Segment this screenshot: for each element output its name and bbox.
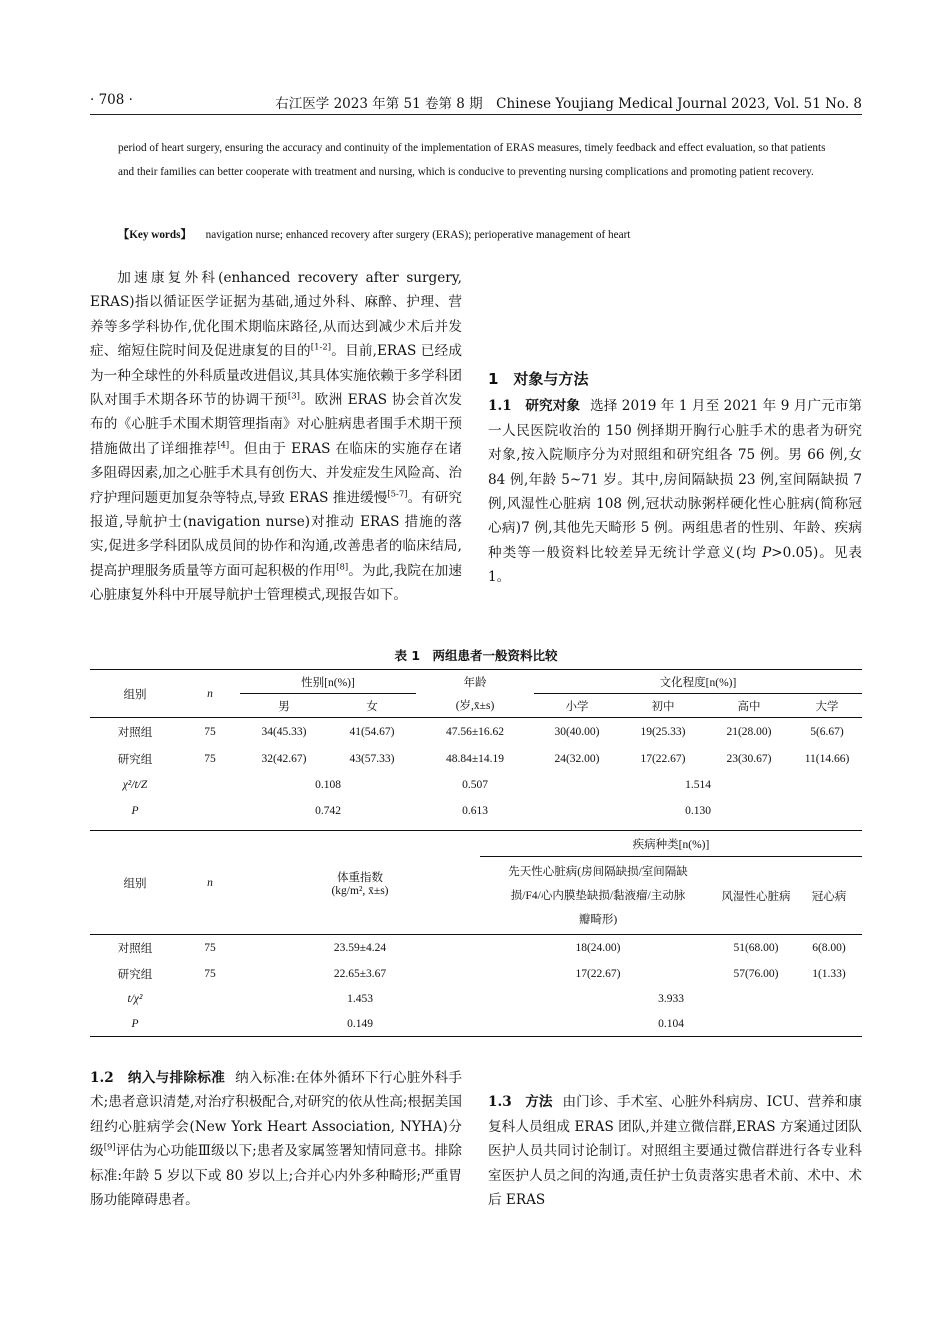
table-row-p: P 0.742 0.613 0.130	[131, 804, 711, 817]
header-rule	[90, 114, 862, 115]
table-row-stat: χ²/t/Z 0.108 0.507 1.514	[122, 778, 711, 791]
table-row: 研究组 75 32(42.67) 43(57.33) 48.84±14.19 24(32.00) 17(22.67) 23(30.67) 11(14.66)	[117, 752, 850, 766]
intro-paragraph: 加速康复外科(enhanced recovery after surgery, ERAS)指以循证医学证据为基础,通过外科、麻醉、护理、营养等多学科协作,优化围术期临床路径,从而达到减少术后并发症、缩短住院时间及促进康复的目的[1-2]。目前,ERAS 已经成为一种全球性的外科质量改进倡议,其具体实施依赖于多学科团队对围手术期各环节的协调干预[3]。欧洲 ERAS 协会首次发布的《心脏手术围术期管理指南》对心脏病患者围手术期干预措施做出了详细推荐[4]。但由于 ERAS 在临床的实施存在诸多阻碍因素,加之心脏手术具有创伤大、并发症发生风险高、治疗护理问题更加复杂等特点,导致 ERAS 推进缓慢[5-7]。有研究报道,导航护士(navigation nurse)对推动 ERAS 措施的落实,促进多学科团队成员间的协作和沟通,改善患者的临床结局,提高护理服务质量等方面可起积极的作用[8]。为此,我院在加速心脏康复外科中开展导航护士管理模式,现报告如下。	[90, 270, 463, 604]
table-1-part-1: 组别 n 性别[n(%)] 年龄 文化程度[n(%)] 男 女 (岁,x̄±s) 小学 初中 高中 大学 对照组 75 34(45.33) 41(54.67) 47.56±16.62 30(40.00) 19(25.33) 21(28.00) 5(6.67) 研究组 75 32(42.67) 43(57.33) 48.84±14.19 24(32.00) 17(22.67) 23(30.67) 11(14.66) χ²/t/Z 0.108 0.507 1.514 P 0.742 0.613 0.130	[90, 669, 862, 824]
table-row: 对照组 75 34(45.33) 41(54.67) 47.56±16.62 30(40.00) 19(25.33) 21(28.00) 5(6.67)	[117, 725, 844, 739]
citation: [4]	[217, 440, 230, 451]
keywords	[118, 226, 834, 242]
running-header	[90, 92, 862, 114]
citation: [9]	[103, 1142, 116, 1153]
journal-title: 右江医学 2023 年第 51 卷第 8 期 Chinese Youjiang Medical Journal 2023, Vol. 51 No. 8	[275, 96, 862, 112]
methods-column-right	[488, 366, 862, 590]
subsection-label: 1.1 研究对象	[488, 398, 581, 415]
intro-t5: 。有研究报道,导航护士(navigation nurse)对推动 ERAS 措施的落实,促进多学科团队成员间的协作和沟通,改善患者的临床结局,提高护理服务质量等方面可起积极的作用	[90, 489, 463, 579]
table-row: 研究组 75 22.65±3.67 17(22.67) 57(76.00) 1(1.33)	[117, 967, 846, 981]
s12-b: 评估为心功能Ⅲ级以下;患者及家属签署知情同意书。排除标准:年龄 5 岁以下或 80 岁以上;合并心内外多种畸形;严重胃肠功能障碍患者。	[90, 1143, 463, 1209]
section-1-2: 1.2 纳入与排除标准 纳入标准:在体外循环下行心脏外科手术;患者意识清楚,对治疗积极配合,对研究的依从性高;根据美国纽约心脏病学会(New York Heart Association, NYHA)分级[9]评估为心功能Ⅲ级以下;患者及家属签署知情同意书。排除标准:年龄 5 岁以下或 80 岁以上;合并心内外多种畸形;严重胃肠功能障碍患者。	[90, 1070, 463, 1209]
keywords-label: 【Key words】	[118, 229, 192, 241]
section-1-1: 1.1 研究对象 选择 2019 年 1 月至 2021 年 9 月广元市第一人民医院收治的 150 例择期开胸行心脏手术的患者为研究对象,按入院顺序分为对照组和研究组各 75 例。男 66 例,女 84 例,年龄 5~71 岁。其中,房间隔缺损 23 例,室间隔缺损 7 例,风湿性心脏病 108 例,冠状动脉粥样硬化性心脏病(简称冠心病)7 例,其他先天畸形 5 例。两组患者的性别、年龄、疾病种类等一般资料比较差异无统计学意义(均 P>0.05)。见表 1。	[488, 398, 863, 586]
table-1-part-2: 组别 n 体重指数 (kg/m², x̄±s) 疾病种类[n(%)] 先天性心脏病(房间隔缺损/室间隔缺损/F4/心内膜垫缺损/黏液瘤/主动脉瓣畸形) 风湿性心脏病 冠心病 对照组 75 23.59±4.24 18(24.00) 51(68.00) 6(8.00) 研究组 75 22.65±3.67 17(22.67) 57(76.00) 1(1.33) t/χ² 1.453 3.933 P 0.149 0.104	[90, 830, 862, 1037]
table-row-p: P 0.149 0.104	[90, 1012, 862, 1037]
citation: [5-7]	[387, 489, 408, 500]
citation: [8]	[336, 562, 349, 573]
table-row-stat: t/χ² 1.453 3.933	[127, 993, 684, 1005]
citation: [3]	[287, 391, 300, 402]
keywords-text: navigation nurse; enhanced recovery after surgery (ERAS); perioperative management of heart	[205, 229, 631, 241]
abstract-tail: period of heart surgery, ensuring the accuracy and continuity of the implementation of ERAS measures, timely feedback and effect evaluation, so that patients and their families can better cooperate with treatment and nursing, which is conducive to preventing nursing complications and promoting patient recovery.	[118, 142, 826, 178]
page-number: · 708 ·	[90, 92, 133, 108]
intro-column-left	[90, 266, 462, 608]
table-caption: 表 1 两组患者一般资料比较	[394, 648, 558, 663]
citation: [1-2]	[310, 342, 332, 353]
section-1-heading: 1 对象与方法	[488, 370, 589, 388]
section-1-3: 1.3 方法 由门诊、手术室、心脏外科病房、ICU、营养和康复科人员组成 ERAS 团队,并建立微信群,ERAS 方案通过团队医护人员共同讨论制订。对照组主要通过微信群进行各专业科室医护人员之间的沟通,责任护士负责落实患者术前、术中、术后 ERAS	[488, 1094, 862, 1209]
section-1-3-column	[488, 1066, 862, 1212]
subsection-label: 1.3 方法	[488, 1094, 553, 1111]
table-row: 对照组 75 23.59±4.24 18(24.00) 51(68.00) 6(8.00)	[117, 941, 846, 955]
subsection-label: 1.2 纳入与排除标准	[90, 1070, 226, 1086]
section-1-2-column	[90, 1066, 462, 1212]
